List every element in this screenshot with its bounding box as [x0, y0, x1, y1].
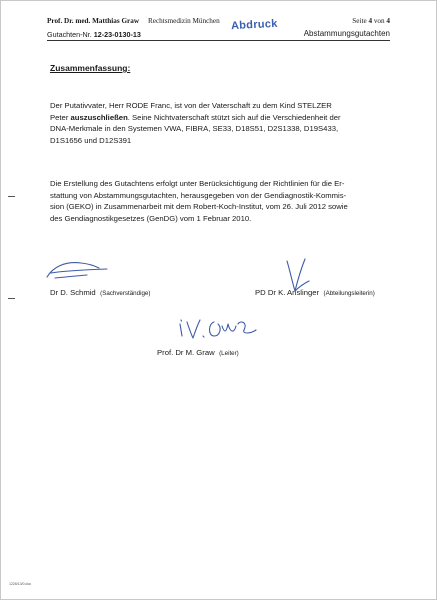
text-line: Der Putativvater, Herr RODE Franc, ist von der Vaterschaft zu dem Kind STELZER: [50, 101, 332, 110]
signature-block-graw: [157, 342, 239, 360]
signer-role: (Leiter): [219, 350, 239, 357]
reference-label: Gutachten-Nr.: [47, 30, 92, 39]
header-page-number: [352, 17, 390, 25]
signature-schmid-handwriting: [41, 259, 111, 283]
text-line: [50, 112, 395, 124]
text-line: D1S1656 und D12S391: [50, 135, 132, 145]
header-author: Prof. Dr. med. Matthias Graw: [47, 17, 140, 25]
signature-block-anslinger: [255, 282, 375, 300]
summary-heading: Zusammenfassung:: [50, 63, 131, 73]
signer-role: (Sachverständige): [100, 290, 151, 297]
abdruck-stamp: Abdruck: [230, 17, 279, 33]
signature-block-schmid: [50, 282, 150, 300]
exclusion-keyword: auszuschließen: [70, 112, 128, 122]
reference-number: 12-23-0130-13: [93, 30, 141, 39]
signer-name: PD Dr K. Anslinger: [255, 288, 320, 297]
header-report-type: Abstammungsgutachten: [303, 29, 390, 38]
signer-name: Prof. Dr M. Graw: [157, 348, 215, 357]
signer-name: Dr D. Schmid: [50, 288, 96, 297]
text-line: Die Erstellung des Gutachtens erfolgt unter Berücksichtigung der Richtlinien für die Er-: [50, 179, 345, 188]
text-run: . Seine Nichtvaterschaft stützt sich auf die Verschiedenheit der: [127, 112, 341, 122]
text-line: des Gendiagnostikgesetzes (GenDG) vom 1 Februar 2010.: [50, 213, 252, 223]
page-label: Seite: [352, 17, 367, 25]
text-run: Peter: [50, 112, 71, 122]
summary-paragraph-exclusion: [50, 100, 395, 146]
header-institute: Rechtsmedizin München: [148, 17, 220, 25]
header-reference: [47, 30, 141, 39]
text-line: DNA-Merkmale in den Systemen VWA, FIBRA, SE33, D18S51, D2S1338, D19S433,: [50, 124, 339, 134]
margin-dash: [8, 196, 15, 197]
signer-role: (Abteilungsleiterin): [323, 290, 375, 297]
margin-dash: [8, 298, 15, 299]
page-total: 4: [386, 17, 390, 25]
page-of: von: [373, 17, 385, 25]
signature-graw-handwriting: [178, 314, 258, 344]
text-line: stattung von Abstammungsgutachten, herausgegeben von der Gendiagnostik-Kommis-: [50, 190, 347, 200]
summary-paragraph-guidelines: [50, 178, 395, 224]
text-line: sion (GEKO) in Zusammenarbeit mit dem Robert-Koch-Institut, vom 26. Juli 2012 sowie: [50, 202, 348, 212]
header-rule: [47, 40, 390, 41]
footer-document-code: 1226/13/0.doc: [9, 582, 32, 586]
page-current: 4: [368, 17, 373, 25]
